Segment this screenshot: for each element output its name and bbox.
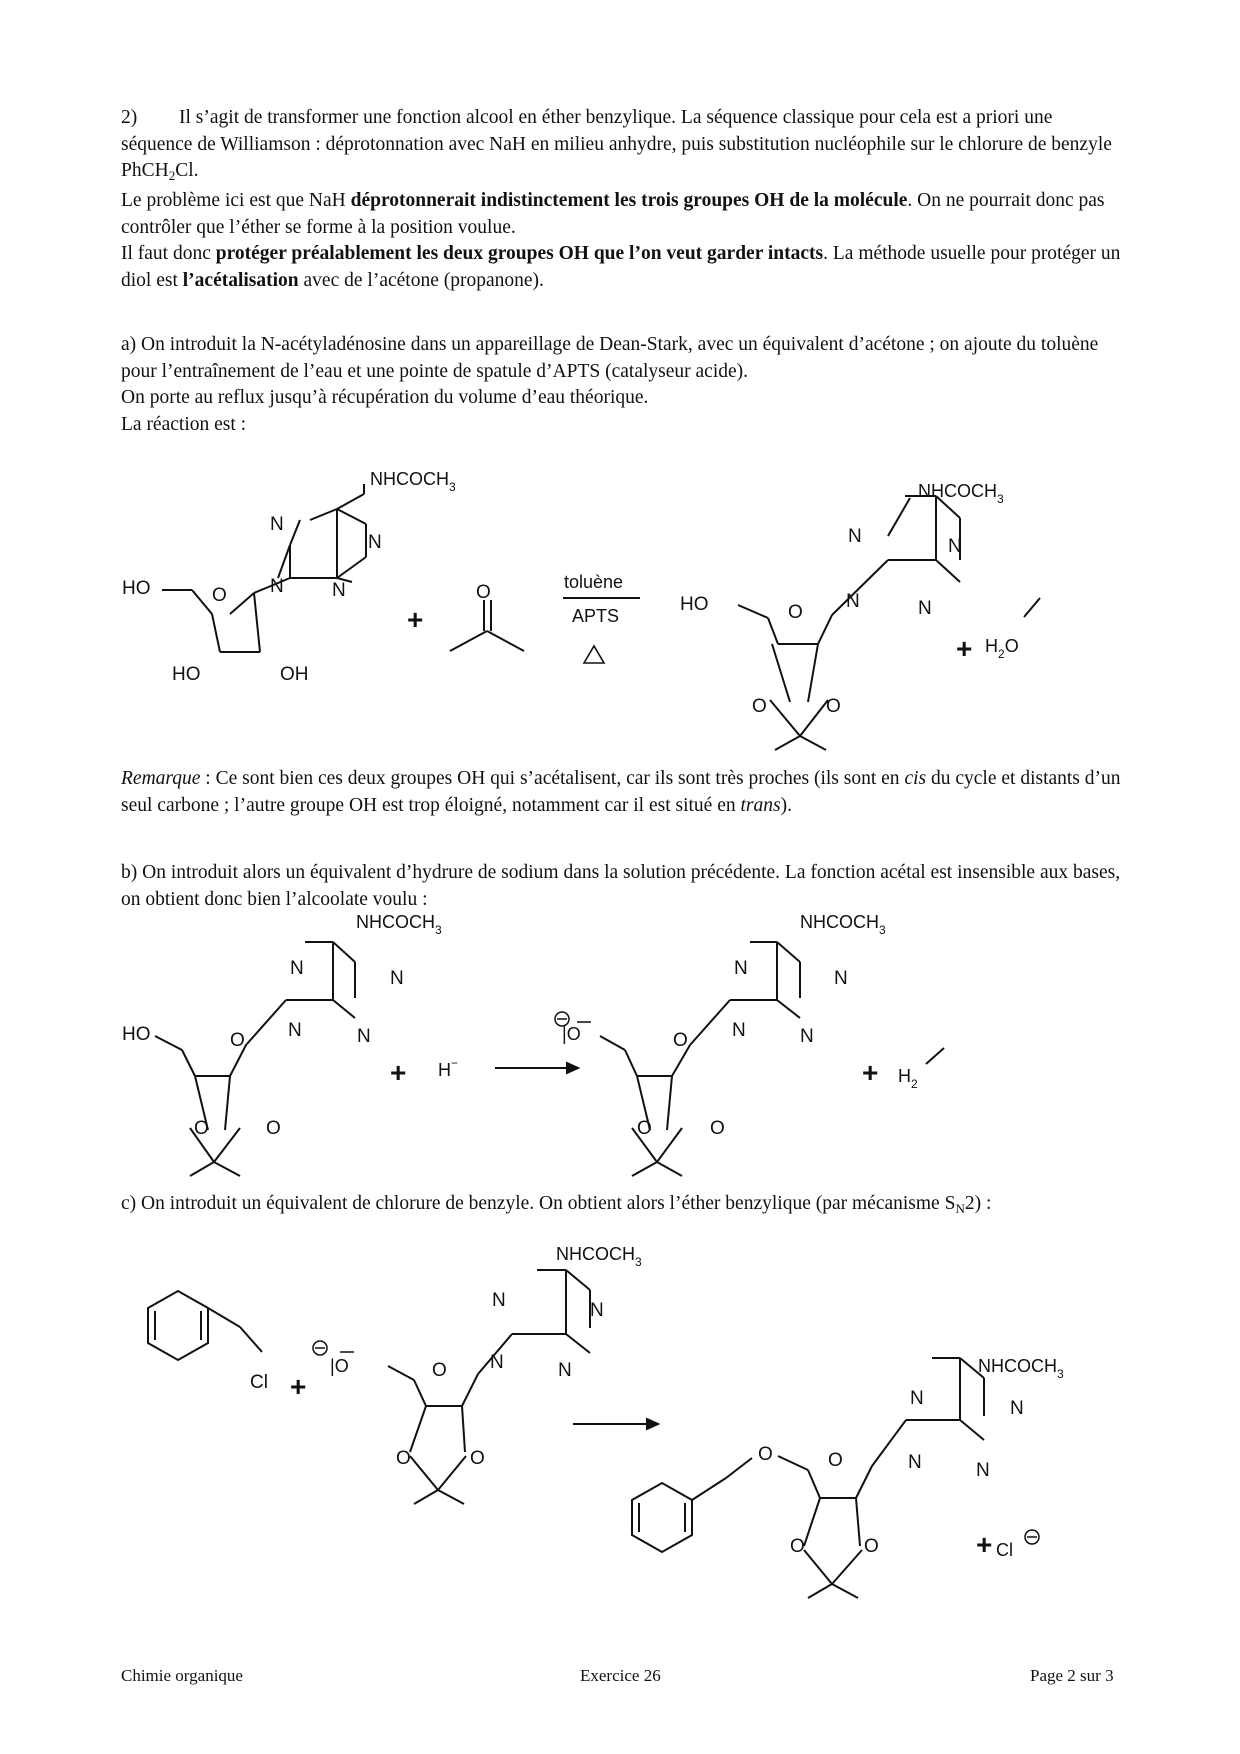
- svg-text:NHCOCH3: $NHCOCH_3$: [918, 481, 1004, 506]
- svg-text:H−: H−: [438, 1056, 459, 1080]
- svg-text:N: N: [734, 958, 748, 979]
- part-c-text: c) On introduit un équivalent de chlorure de benzyle. On obtient alors l’éther benzylique (par mécanisme $S_N2$) :: [121, 1193, 992, 1216]
- svg-text:N: N: [1010, 1398, 1024, 1419]
- reaction-scheme-acetalisation: [0, 455, 1240, 755]
- svg-text:NHCOCH3: $NHCOCH_3$: [800, 912, 886, 937]
- svg-text:HO: HO: [122, 578, 151, 599]
- section-number: 2): [121, 107, 138, 128]
- svg-text:N: N: [948, 536, 962, 557]
- svg-text:O: O: [864, 1536, 879, 1557]
- svg-text:HO: HO: [680, 594, 709, 615]
- remark-paragraph: Remarque : Ce sont bien ces deux groupes OH qui s’acétalisent, car ils sont très proches (ils sont en cis du cycle et distants d’un seul carbone ; l’autre groupe OH est trop éloigné, notamment car il est situé en trans).: [121, 768, 1121, 816]
- svg-text:N: N: [357, 1026, 371, 1047]
- svg-text:N: N: [492, 1290, 506, 1311]
- svg-text:N: N: [848, 526, 862, 547]
- svg-text:NHCOCH3: $NHCOCH_3$: [370, 469, 456, 494]
- svg-text:O: O: [396, 1448, 411, 1469]
- svg-text:O: O: [758, 1444, 773, 1465]
- svg-text:O: O: [470, 1448, 485, 1469]
- svg-text:N: N: [918, 598, 932, 619]
- svg-text:N: N: [290, 958, 304, 979]
- svg-text:N: N: [558, 1360, 572, 1381]
- svg-text:APTS: APTS: [572, 606, 620, 626]
- svg-text:N: N: [910, 1388, 924, 1409]
- svg-text:O: O: [826, 696, 841, 717]
- svg-text:O: O: [212, 585, 227, 606]
- svg-text:O: O: [194, 1118, 209, 1139]
- svg-text:NHCOCH3: $NHCOCH_3$: [356, 912, 442, 937]
- svg-text:N: N: [288, 1020, 302, 1041]
- footer-center: Exercice 26: [580, 1666, 661, 1685]
- svg-text:H2O: $H_2O$: [985, 636, 1019, 661]
- section-2-intro: 2) Il s’agit de transformer une fonction alcool en éther benzylique. La séquence classique pour cela est a priori une séquence de Williamson : déprotonnation avec NaH en milieu anhydre, puis substitution nucléophile sur le chlorure de benzyle PhCH$_2$Cl.: [121, 107, 1112, 183]
- svg-text:N: N: [976, 1460, 990, 1481]
- svg-text:|O: |O: [562, 1024, 581, 1044]
- svg-text:N: N: [846, 591, 860, 612]
- svg-text:N: N: [368, 532, 382, 553]
- svg-text:NHCOCH3: $NHCOCH_3$: [978, 1356, 1064, 1381]
- svg-text:O: O: [432, 1360, 447, 1381]
- svg-text:Cl: Cl: [250, 1372, 268, 1393]
- svg-text:+: +: [862, 1057, 879, 1088]
- svg-text:N: N: [590, 1300, 604, 1321]
- svg-text:N: N: [270, 576, 284, 597]
- svg-text:HO: HO: [172, 664, 201, 685]
- svg-text:+: +: [956, 633, 973, 664]
- reaction-scheme-deprotonation: [0, 912, 1240, 1182]
- svg-text:O: O: [828, 1450, 843, 1471]
- svg-text:N: N: [490, 1352, 504, 1373]
- svg-text:O: O: [752, 696, 767, 717]
- svg-text:O: O: [710, 1118, 725, 1139]
- svg-text:+: +: [976, 1529, 993, 1560]
- protection-paragraph: Le problème ici est que NaH déprotonnerait indistinctement les trois groupes OH de la molécule. On ne pourrait donc pas contrôler que l’éther se forme à la position voulue. Il faut donc protéger préalablement les deux groupes OH que l’on veut garder intacts. La méthode usuelle pour protéger un diol est l’acétalisation avec de l’acétone (propanone).: [121, 190, 1121, 291]
- svg-text:Cl: Cl: [996, 1540, 1013, 1560]
- svg-text:HO: HO: [122, 1024, 151, 1045]
- svg-text:NHCOCH3: $NHCOCH_3$: [556, 1245, 642, 1269]
- svg-text:N: N: [908, 1452, 922, 1473]
- footer-right: Page 2 sur 3: [1030, 1666, 1114, 1685]
- svg-text:+: +: [390, 1057, 407, 1088]
- svg-text:O: O: [476, 582, 491, 603]
- svg-text:N: N: [800, 1026, 814, 1047]
- svg-text:+: +: [290, 1371, 307, 1402]
- footer-left: Chimie organique: [121, 1666, 243, 1685]
- svg-text:O: O: [788, 602, 803, 623]
- svg-text:N: N: [332, 580, 346, 601]
- svg-text:N: N: [732, 1020, 746, 1041]
- part-b-text: b) On introduit alors un équivalent d’hydrure de sodium dans la solution précédente. La fonction acétal est insensible aux bases, on obtient donc bien l’alcoolate voulu :: [121, 862, 1121, 910]
- svg-text:N: N: [390, 968, 404, 989]
- svg-text:O: O: [230, 1030, 245, 1051]
- svg-text:toluène: toluène: [564, 572, 624, 592]
- svg-text:OH: OH: [280, 664, 309, 685]
- svg-text:H2: $H_2$: [898, 1066, 918, 1091]
- part-a-text: a) On introduit la N-acétyladénosine dans un appareillage de Dean-Stark, avec un équivalent d’acétone ; on ajoute du toluène pour l’entraînement de l’eau et une pointe de spatule d’APTS (catalyseur acide). On porte au reflux jusqu’à récupération du volume d’eau théorique. La réaction est :: [121, 334, 1099, 435]
- svg-text:O: O: [673, 1030, 688, 1051]
- svg-text:O: O: [790, 1536, 805, 1557]
- svg-text:O: O: [266, 1118, 281, 1139]
- svg-text:+: +: [407, 604, 424, 635]
- reaction-scheme-benzylation: [0, 1245, 1240, 1615]
- svg-text:N: N: [270, 514, 284, 535]
- svg-text:O: O: [637, 1118, 652, 1139]
- svg-text:|O: |O: [330, 1356, 349, 1376]
- svg-text:N: N: [834, 968, 848, 989]
